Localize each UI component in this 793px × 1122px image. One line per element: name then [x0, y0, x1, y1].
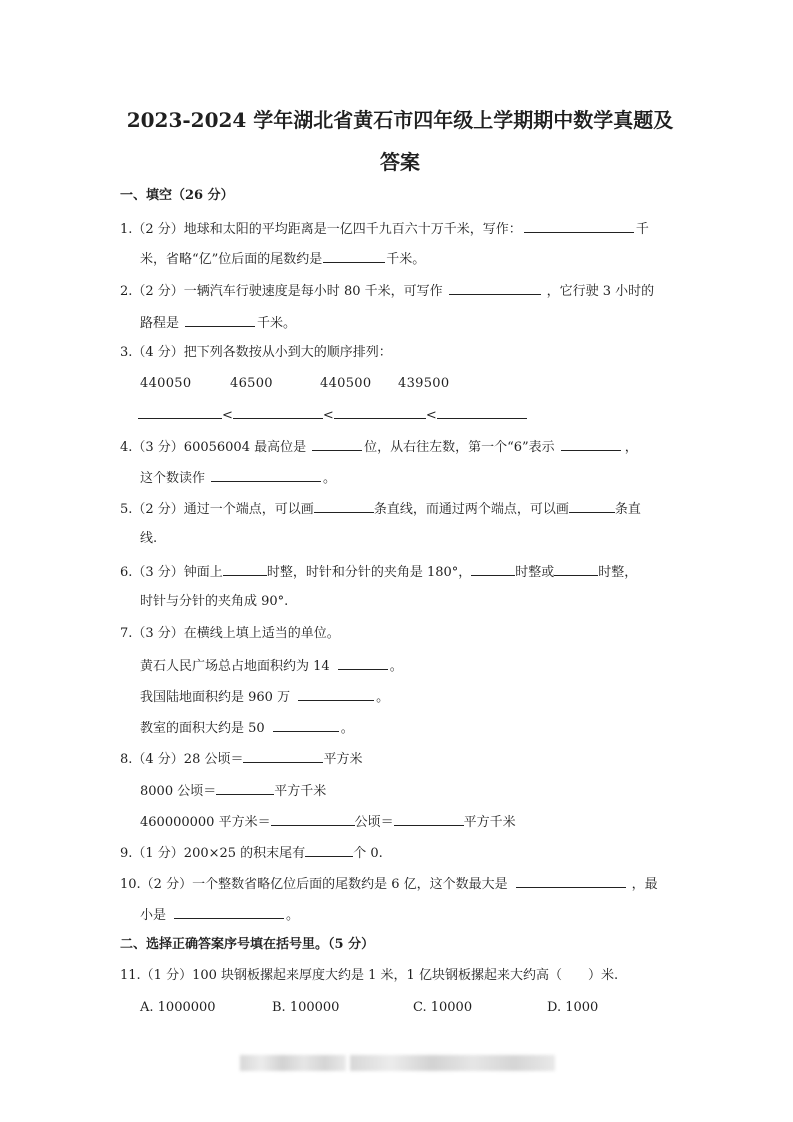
- footer-watermark: [240, 1055, 346, 1071]
- answer-blank[interactable]: [338, 655, 388, 670]
- q7-text-3: 教室的面积大约是 50: [140, 721, 265, 736]
- answer-blank[interactable]: [216, 780, 274, 795]
- page-title-cont: 答案: [380, 150, 420, 174]
- q3-ordering-row: [138, 404, 527, 426]
- q3-number-2: 46500: [230, 376, 273, 391]
- less-than-sign: <: [322, 408, 334, 423]
- q8-text-2: 8000 公顷＝: [140, 784, 217, 799]
- q3-number-4: 439500: [398, 376, 450, 391]
- q9-text: 9.（1 分）200×25 的积末尾有: [120, 846, 306, 861]
- q2-unit: 千米。: [257, 316, 297, 331]
- question-1-cont: [140, 248, 425, 270]
- q7-text-1: 黄石人民广场总占地面积约为 14: [140, 659, 330, 674]
- q8-text: 8.（4 分）28 公顷＝: [120, 752, 244, 767]
- q9-text-2: 个 0.: [353, 846, 383, 861]
- answer-blank[interactable]: [524, 218, 634, 233]
- q8-item-3: [140, 811, 516, 833]
- q10-text: 10.（2 分）一个整数省略亿位后面的尾数约是 6 亿，这个数最大是: [120, 877, 508, 892]
- q4-text-3: 这个数读作: [140, 471, 206, 486]
- question-4-cont: [140, 467, 336, 489]
- footer-watermark: [350, 1055, 555, 1071]
- answer-blank[interactable]: [334, 404, 426, 419]
- q6-text: 6.（3 分）钟面上: [120, 565, 223, 580]
- q6-text-3: 时整或: [515, 565, 555, 580]
- q7-item-2: [140, 686, 389, 708]
- q5-text-3: 条直: [614, 502, 641, 517]
- section-heading-choice: 二、选择正确答案序号填在括号里。（5 分）: [120, 937, 375, 952]
- answer-blank[interactable]: [271, 811, 355, 826]
- q8-text-3: 460000000 平方米＝: [140, 815, 271, 830]
- q7-text-2: 我国陆地面积约是 960 万: [140, 690, 291, 705]
- question-1: [120, 218, 649, 240]
- q8-unit-3: 公顷＝: [354, 815, 394, 830]
- question-5-cont: 线.: [140, 531, 158, 546]
- question-2: [120, 280, 654, 302]
- answer-blank[interactable]: [561, 436, 621, 451]
- answer-blank[interactable]: [174, 904, 284, 919]
- answer-blank[interactable]: [305, 842, 353, 857]
- q8-unit: 平方米: [323, 752, 363, 767]
- question-10: [120, 873, 658, 895]
- question-8: [120, 748, 363, 770]
- question-7: 7.（3 分）在横线上填上适当的单位。: [120, 626, 340, 641]
- section-heading-fill: 一、填空（26 分）: [120, 188, 234, 203]
- answer-blank[interactable]: [323, 248, 385, 263]
- option-b[interactable]: B. 100000: [272, 1000, 340, 1015]
- q3-number-3: 440500: [320, 376, 372, 391]
- q7-item-1: [140, 655, 403, 677]
- q1-text: 1.（2 分）地球和太阳的平均距离是一亿四千九百六十万千米，写作：: [120, 222, 522, 237]
- answer-blank[interactable]: [223, 561, 267, 576]
- question-6: [120, 561, 637, 583]
- page-title: 2023-2024 学年湖北省黄石市四年级上学期期中数学真题及: [126, 108, 674, 132]
- q7-period: 。: [340, 721, 354, 736]
- q4-period: 。: [323, 471, 337, 486]
- q8-unit-4: 平方千米: [463, 815, 516, 830]
- q10-text-3: 小是: [140, 908, 167, 923]
- q5-text-2: 条直线，而通过两个端点，可以画: [373, 502, 569, 517]
- less-than-sign: <: [222, 408, 233, 423]
- question-5: [120, 498, 641, 520]
- question-3: 3.（4 分）把下列各数按从小到大的顺序排列：: [120, 345, 392, 360]
- question-6-cont: 时针与分针的夹角成 90°.: [140, 594, 289, 609]
- answer-blank[interactable]: [516, 873, 626, 888]
- less-than-sign: <: [425, 408, 437, 423]
- q2-text-2: ，它行驶 3 小时的: [546, 284, 655, 299]
- answer-blank[interactable]: [211, 467, 321, 482]
- answer-blank[interactable]: [449, 280, 541, 295]
- question-11: 11.（1 分）100 块钢板摞起来厚度大约是 1 米，1 亿块钢板摞起来大约高（ ）米.: [120, 968, 619, 983]
- q1-unit-2: 千米。: [386, 252, 426, 267]
- answer-blank[interactable]: [185, 312, 255, 327]
- q7-item-3: [140, 717, 354, 739]
- question-10-cont: [140, 904, 299, 926]
- answer-blank[interactable]: [437, 404, 527, 419]
- q7-period: 。: [376, 690, 390, 705]
- option-d[interactable]: D. 1000: [547, 1000, 599, 1015]
- q5-text: 5.（2 分）通过一个端点，可以画: [120, 502, 314, 517]
- q6-text-2: 时整，时针和分针的夹角是 180°，: [266, 565, 472, 580]
- q10-text-2: ，最: [631, 877, 658, 892]
- q8-item-2: [140, 780, 326, 802]
- question-2-cont: [140, 312, 296, 334]
- answer-blank[interactable]: [554, 561, 598, 576]
- answer-blank[interactable]: [394, 811, 464, 826]
- answer-blank[interactable]: [138, 404, 222, 419]
- answer-blank[interactable]: [471, 561, 515, 576]
- q10-period: 。: [286, 908, 300, 923]
- q1-text-2: 米，省略“亿”位后面的尾数约是: [140, 252, 323, 267]
- question-9: [120, 842, 383, 864]
- answer-blank[interactable]: [569, 498, 615, 513]
- answer-blank[interactable]: [273, 717, 339, 732]
- q4-text-2: 位，从右往左数，第一个“6”表示: [364, 440, 555, 455]
- answer-blank[interactable]: [298, 686, 374, 701]
- q4-text: 4.（3 分）60056004 最高位是: [120, 440, 307, 455]
- answer-blank[interactable]: [233, 404, 323, 419]
- answer-blank[interactable]: [314, 498, 374, 513]
- q2-text-3: 路程是: [140, 316, 180, 331]
- q4-comma: ，: [624, 440, 638, 455]
- option-c[interactable]: C. 10000: [413, 1000, 473, 1015]
- q8-unit-2: 平方千米: [274, 784, 327, 799]
- q6-text-4: 时整，: [598, 565, 638, 580]
- question-4: [120, 436, 638, 458]
- q2-text: 2.（2 分）一辆汽车行驶速度是每小时 80 千米，可写作: [120, 284, 443, 299]
- option-a[interactable]: A. 1000000: [140, 1000, 216, 1015]
- answer-blank[interactable]: [312, 436, 362, 451]
- q1-unit: 千: [635, 222, 649, 237]
- answer-blank[interactable]: [243, 748, 323, 763]
- q3-number-1: 440050: [140, 376, 192, 391]
- q7-period: 。: [389, 659, 403, 674]
